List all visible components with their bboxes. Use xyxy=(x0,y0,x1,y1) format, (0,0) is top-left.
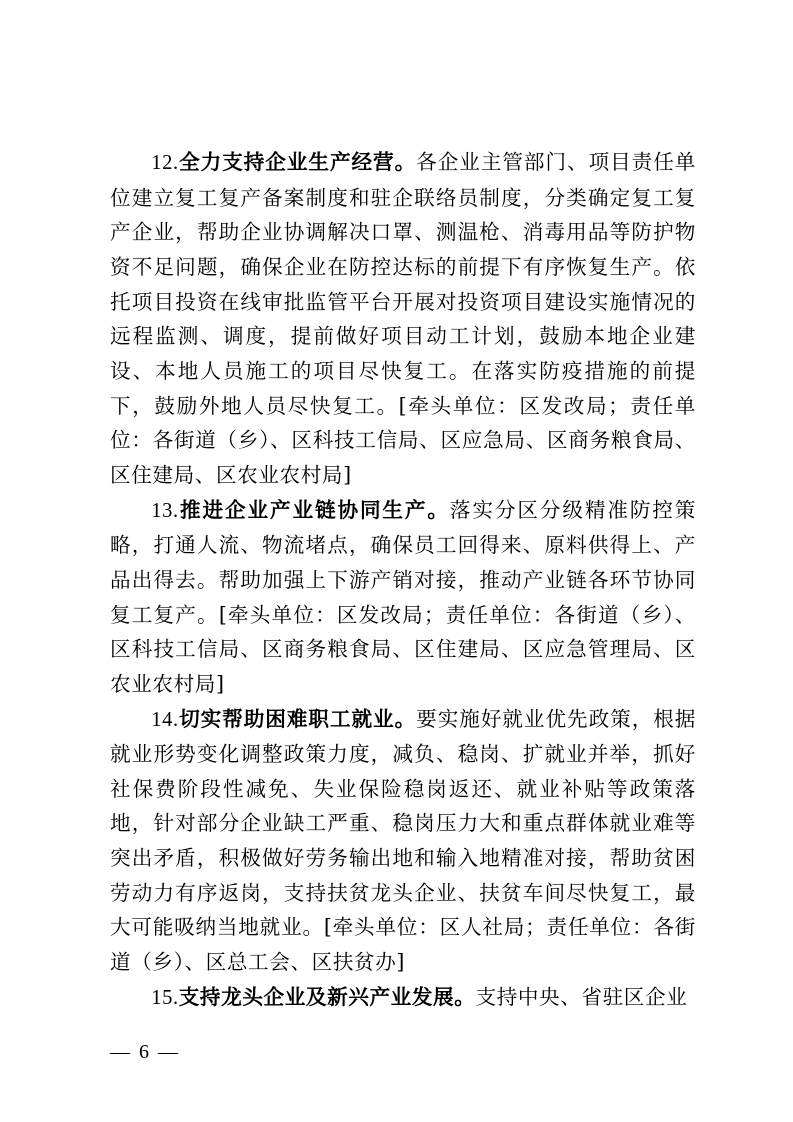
paragraph-number: 12. xyxy=(151,152,179,174)
paragraph-heading: 支持龙头企业及新兴产业发展。 xyxy=(178,984,476,1009)
paragraph-heading: 推进企业产业链协同生产。 xyxy=(178,497,450,522)
paragraph-body: 各企业主管部门、项目责任单位建立复工复产备案制度和驻企联络员制度，分类确定复工复产企业，帮助企业协调解决口罩、测温枪、消毒用品等防护物资不足问题，确保企业在防控达标的前提下有序恢复生产。依托项目投资在线审批监管平台开展对投资项目建设实施情况的远程监测、调度，提前做好项目动工计划，鼓励本地企业建设、本地人员施工的项目尽快复工。在落实防疫措施的前提下，鼓励外地人员尽快复工。[牵头单位：区发改局；责任单位：各街道（乡）、区科技工信局、区应急局、区商务粮食局、区住建局、区农业农村局] xyxy=(110,150,696,487)
paragraph-heading: 全力支持企业生产经营。 xyxy=(178,150,417,174)
paragraph-body: 落实分区分级精准防控策略，打通人流、物流堵点，确保员工回得来、原料供得上、产品出得去。帮助加强上下游产销对接，推动产业链各环节协同复工复产。[牵头单位：区发改局；责任单位：各街道（乡）、区科技工信局、区商务粮食局、区住建局、区应急管理局、区农业农村局] xyxy=(110,497,696,696)
paragraph-13 xyxy=(110,493,696,702)
document-body xyxy=(110,145,696,1015)
page-number: — 6 — xyxy=(110,1041,180,1063)
paragraph-number: 14. xyxy=(151,708,179,731)
paragraph-15 xyxy=(110,980,696,1016)
paragraph-number: 13. xyxy=(151,499,179,522)
paragraph-body: 要实施好就业优先政策，根据就业形势变化调整政策力度，减负、稳岗、扩就业并举，抓好社保费阶段性减免、失业保险稳岗返还、就业补贴等政策落地，针对部分企业缺工严重、稳岗压力大和重点群体就业难等突出矛盾，积极做好劳务输出地和输入地精准对接，帮助贫困劳动力有序返岗，支持扶贫龙头企业、扶贫车间尽快复工，最大可能吸纳当地就业。[牵头单位：区人社局；责任单位：各街道（乡）、区总工会、区扶贫办] xyxy=(110,706,696,975)
paragraph-14 xyxy=(110,702,696,980)
paragraph-body: 支持中央、省驻区企业 xyxy=(475,984,688,1009)
paragraph-heading: 切实帮助困难职工就业。 xyxy=(178,706,417,731)
paragraph-12 xyxy=(110,145,696,493)
paragraph-number: 15. xyxy=(151,986,179,1009)
